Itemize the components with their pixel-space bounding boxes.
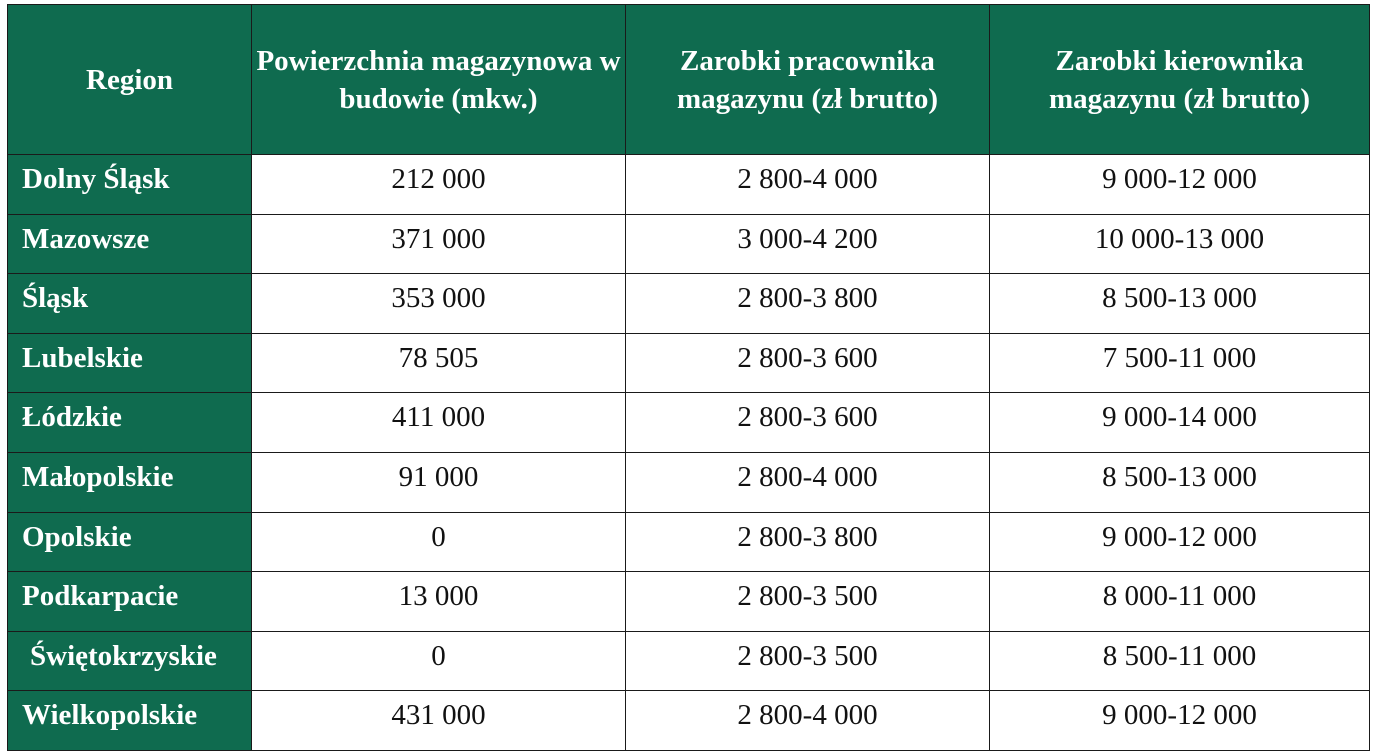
region-cell: Opolskie	[8, 512, 252, 572]
manager-salary-cell: 7 500-11 000	[990, 333, 1370, 393]
manager-salary-cell: 10 000-13 000	[990, 214, 1370, 274]
worker-salary-cell: 2 800-4 000	[626, 452, 990, 512]
area-cell: 0	[252, 631, 626, 691]
area-cell: 0	[252, 512, 626, 572]
worker-salary-cell: 2 800-3 600	[626, 393, 990, 453]
region-cell: Podkarpacie	[8, 572, 252, 632]
header-manager-salary: Zarobki kierownika magazynu (zł brutto)	[990, 5, 1370, 155]
worker-salary-cell: 2 800-3 500	[626, 631, 990, 691]
table-header	[8, 5, 1370, 155]
area-cell: 353 000	[252, 274, 626, 334]
area-cell: 431 000	[252, 691, 626, 751]
table-row	[8, 631, 1370, 691]
worker-salary-cell: 2 800-4 000	[626, 691, 990, 751]
region-cell: Łódzkie	[8, 393, 252, 453]
region-cell: Mazowsze	[8, 214, 252, 274]
header-worker-salary: Zarobki pracownika magazynu (zł brutto)	[626, 5, 990, 155]
area-cell: 13 000	[252, 572, 626, 632]
header-area: Powierzchnia magazynowa w budowie (mkw.)	[252, 5, 626, 155]
region-cell: Małopolskie	[8, 452, 252, 512]
worker-salary-cell: 2 800-3 500	[626, 572, 990, 632]
region-cell: Lubelskie	[8, 333, 252, 393]
area-cell: 212 000	[252, 155, 626, 215]
manager-salary-cell: 9 000-12 000	[990, 512, 1370, 572]
data-table-container	[7, 4, 1369, 751]
region-cell: Śląsk	[8, 274, 252, 334]
manager-salary-cell: 8 000-11 000	[990, 572, 1370, 632]
worker-salary-cell: 2 800-4 000	[626, 155, 990, 215]
manager-salary-cell: 9 000-14 000	[990, 393, 1370, 453]
worker-salary-cell: 3 000-4 200	[626, 214, 990, 274]
region-cell: Świętokrzyskie	[8, 631, 252, 691]
table-body	[8, 155, 1370, 751]
worker-salary-cell: 2 800-3 800	[626, 512, 990, 572]
region-cell: Dolny Śląsk	[8, 155, 252, 215]
table-row	[8, 691, 1370, 751]
table-row	[8, 572, 1370, 632]
table-row	[8, 333, 1370, 393]
warehouse-salary-table	[7, 4, 1370, 751]
table-row	[8, 512, 1370, 572]
worker-salary-cell: 2 800-3 600	[626, 333, 990, 393]
table-row	[8, 155, 1370, 215]
manager-salary-cell: 8 500-13 000	[990, 274, 1370, 334]
area-cell: 371 000	[252, 214, 626, 274]
area-cell: 91 000	[252, 452, 626, 512]
area-cell: 78 505	[252, 333, 626, 393]
table-row	[8, 452, 1370, 512]
area-cell: 411 000	[252, 393, 626, 453]
manager-salary-cell: 9 000-12 000	[990, 691, 1370, 751]
manager-salary-cell: 9 000-12 000	[990, 155, 1370, 215]
worker-salary-cell: 2 800-3 800	[626, 274, 990, 334]
table-row	[8, 393, 1370, 453]
manager-salary-cell: 8 500-11 000	[990, 631, 1370, 691]
header-row	[8, 5, 1370, 155]
table-row	[8, 274, 1370, 334]
table-row	[8, 214, 1370, 274]
header-region: Region	[8, 5, 252, 155]
manager-salary-cell: 8 500-13 000	[990, 452, 1370, 512]
region-cell: Wielkopolskie	[8, 691, 252, 751]
